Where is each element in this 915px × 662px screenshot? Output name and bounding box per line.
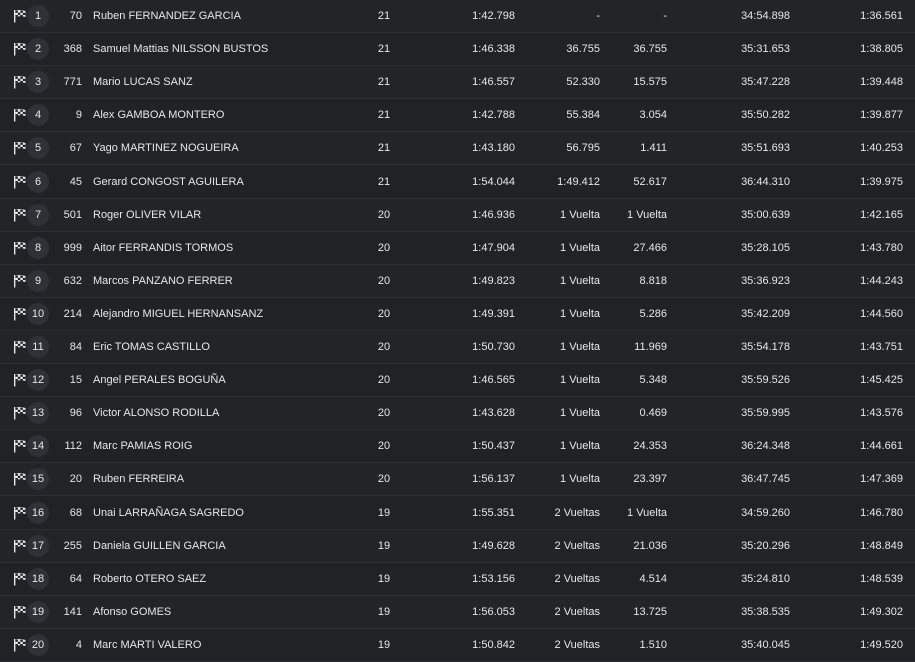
- best-lap: 1:49.391: [472, 307, 515, 320]
- bib-number: 20: [69, 473, 82, 486]
- laps-count: 20: [377, 241, 391, 254]
- position-badge: 7: [27, 204, 49, 226]
- bib-number: 999: [63, 241, 82, 254]
- rider-name[interactable]: Yago MARTINEZ NOGUEIRA: [93, 142, 239, 155]
- rider-name[interactable]: Eric TOMAS CASTILLO: [93, 341, 210, 354]
- position-badge: 12: [27, 369, 49, 391]
- rider-name[interactable]: Ruben FERNANDEZ GARCIA: [93, 10, 241, 23]
- gap-to-first: 36.755: [566, 43, 600, 56]
- position-badge: 20: [27, 634, 49, 656]
- gap-to-previous: 15.575: [633, 76, 667, 89]
- rider-name[interactable]: Marcos PANZANO FERRER: [93, 274, 233, 287]
- checkered-flag-icon: [12, 563, 28, 595]
- total-time: 35:59.526: [741, 374, 790, 387]
- best-lap: 1:47.904: [472, 241, 515, 254]
- table-row[interactable]: [0, 331, 915, 364]
- table-row[interactable]: [0, 364, 915, 397]
- total-time: 34:54.898: [741, 10, 790, 23]
- rider-name[interactable]: Daniela GUILLEN GARCIA: [93, 539, 226, 552]
- gap-to-first: 2 Vueltas: [554, 605, 600, 618]
- gap-to-previous: 24.353: [633, 440, 667, 453]
- gap-to-first: 2 Vueltas: [554, 506, 600, 519]
- table-row[interactable]: [0, 232, 915, 265]
- rider-name[interactable]: Aitor FERRANDIS TORMOS: [93, 241, 234, 254]
- best-lap: 1:53.156: [472, 572, 515, 585]
- total-time: 35:42.209: [741, 307, 790, 320]
- gap-to-previous: 27.466: [633, 241, 667, 254]
- position-badge: 1: [27, 5, 49, 27]
- position-badge: 17: [27, 535, 49, 557]
- gap-to-first: 1 Vuelta: [560, 241, 600, 254]
- table-row[interactable]: [0, 132, 915, 165]
- checkered-flag-icon: [12, 265, 28, 297]
- table-row[interactable]: [0, 397, 915, 430]
- bib-number: 368: [63, 43, 82, 56]
- average-lap: 1:39.877: [860, 109, 903, 122]
- rider-name[interactable]: Roberto OTERO SAEZ: [93, 572, 207, 585]
- checkered-flag-icon: [12, 430, 28, 462]
- bib-number: 255: [63, 539, 82, 552]
- position-badge: 3: [27, 71, 49, 93]
- checkered-flag-icon: [12, 298, 28, 330]
- best-lap: 1:49.628: [472, 539, 515, 552]
- best-lap: 1:46.338: [472, 43, 515, 56]
- position-badge: 16: [27, 502, 49, 524]
- gap-to-previous: 1 Vuelta: [627, 506, 667, 519]
- total-time: 35:51.693: [741, 142, 790, 155]
- rider-name[interactable]: Unai LARRAÑAGA SAGREDO: [93, 506, 244, 519]
- position-badge: 5: [27, 137, 49, 159]
- checkered-flag-icon: [12, 364, 28, 396]
- table-row[interactable]: [0, 497, 915, 530]
- gap-to-first: 1 Vuelta: [560, 307, 600, 320]
- bib-number: 70: [69, 10, 82, 23]
- laps-count: 21: [377, 109, 391, 122]
- gap-to-previous: 52.617: [633, 175, 667, 188]
- laps-count: 20: [377, 274, 391, 287]
- rider-name[interactable]: Angel PERALES BOGUÑA: [93, 374, 226, 387]
- checkered-flag-icon: [12, 530, 28, 562]
- gap-to-previous: 3.054: [639, 109, 667, 122]
- total-time: 35:24.810: [741, 572, 790, 585]
- position-badge: 14: [27, 435, 49, 457]
- table-row[interactable]: [0, 166, 915, 199]
- gap-to-first: 1 Vuelta: [560, 274, 600, 287]
- laps-count: 20: [377, 208, 391, 221]
- best-lap: 1:42.788: [472, 109, 515, 122]
- bib-number: 96: [69, 407, 82, 420]
- best-lap: 1:49.823: [472, 274, 515, 287]
- bib-number: 112: [64, 440, 82, 453]
- checkered-flag-icon: [12, 463, 28, 495]
- total-time: 35:54.178: [741, 341, 790, 354]
- rider-name[interactable]: Alex GAMBOA MONTERO: [93, 109, 225, 122]
- bib-number: 501: [63, 208, 82, 221]
- laps-count: 21: [377, 175, 391, 188]
- average-lap: 1:36.561: [860, 10, 903, 23]
- laps-count: 20: [377, 374, 391, 387]
- best-lap: 1:50.842: [472, 638, 515, 651]
- position-badge: 18: [27, 568, 49, 590]
- total-time: 35:47.228: [741, 76, 790, 89]
- table-row[interactable]: [0, 563, 915, 596]
- rider-name[interactable]: Mario LUCAS SANZ: [93, 76, 193, 89]
- rider-name[interactable]: Marc MARTI VALERO: [93, 638, 202, 651]
- checkered-flag-icon: [12, 132, 28, 164]
- gap-to-first: 1:49.412: [557, 175, 600, 188]
- table-row[interactable]: [0, 298, 915, 331]
- position-badge: 4: [27, 104, 49, 126]
- bib-number: 214: [63, 307, 82, 320]
- total-time: 34:59.260: [741, 506, 790, 519]
- average-lap: 1:44.560: [860, 307, 903, 320]
- table-row[interactable]: [0, 530, 915, 563]
- rider-name[interactable]: Afonso GOMES: [93, 605, 172, 618]
- best-lap: 1:42.798: [472, 10, 515, 23]
- total-time: 35:36.923: [741, 274, 790, 287]
- rider-name[interactable]: Marc PAMIAS ROIG: [93, 440, 193, 453]
- laps-count: 19: [377, 539, 391, 552]
- average-lap: 1:44.243: [860, 274, 903, 287]
- bib-number: 67: [69, 142, 82, 155]
- best-lap: 1:50.730: [472, 341, 515, 354]
- average-lap: 1:49.520: [860, 638, 903, 651]
- checkered-flag-icon: [12, 33, 28, 65]
- best-lap: 1:55.351: [472, 506, 515, 519]
- rider-name[interactable]: Victor ALONSO RODILLA: [93, 407, 220, 420]
- rider-name[interactable]: Roger OLIVER VILAR: [93, 208, 202, 221]
- best-lap: 1:46.557: [472, 76, 515, 89]
- checkered-flag-icon: [12, 66, 28, 98]
- table-row[interactable]: [0, 629, 915, 662]
- gap-to-previous: 1 Vuelta: [627, 208, 667, 221]
- best-lap: 1:43.628: [472, 407, 515, 420]
- average-lap: 1:47.369: [860, 473, 903, 486]
- average-lap: 1:39.448: [860, 76, 903, 89]
- gap-to-first: 52.330: [566, 76, 600, 89]
- table-row[interactable]: [0, 0, 915, 33]
- rider-name[interactable]: Ruben FERREIRA: [93, 473, 185, 486]
- total-time: 35:28.105: [741, 241, 790, 254]
- average-lap: 1:42.165: [860, 208, 903, 221]
- bib-number: 632: [63, 274, 82, 287]
- checkered-flag-icon: [12, 331, 28, 363]
- position-badge: 15: [27, 468, 49, 490]
- gap-to-previous: 5.348: [639, 374, 667, 387]
- table-row[interactable]: [0, 596, 915, 629]
- gap-to-previous: -: [663, 10, 667, 23]
- total-time: 35:59.995: [741, 407, 790, 420]
- bib-number: 45: [69, 175, 82, 188]
- gap-to-previous: 1.510: [639, 638, 667, 651]
- position-badge: 13: [27, 402, 49, 424]
- checkered-flag-icon: [12, 0, 28, 32]
- average-lap: 1:43.780: [860, 241, 903, 254]
- average-lap: 1:40.253: [860, 142, 903, 155]
- checkered-flag-icon: [12, 99, 28, 131]
- laps-count: 20: [377, 307, 391, 320]
- total-time: 36:44.310: [741, 175, 790, 188]
- gap-to-first: 1 Vuelta: [560, 374, 600, 387]
- gap-to-first: 1 Vuelta: [560, 208, 600, 221]
- laps-count: 19: [377, 638, 391, 651]
- average-lap: 1:44.661: [860, 440, 903, 453]
- average-lap: 1:43.576: [860, 407, 903, 420]
- checkered-flag-icon: [12, 397, 28, 429]
- laps-count: 21: [377, 76, 391, 89]
- checkered-flag-icon: [12, 232, 28, 264]
- position-badge: 19: [27, 601, 49, 623]
- position-badge: 2: [27, 38, 49, 60]
- laps-count: 20: [377, 407, 391, 420]
- gap-to-previous: 13.725: [633, 605, 667, 618]
- gap-to-previous: 8.818: [639, 274, 667, 287]
- best-lap: 1:46.565: [472, 374, 515, 387]
- table-row[interactable]: [0, 199, 915, 232]
- average-lap: 1:49.302: [860, 605, 903, 618]
- laps-count: 21: [377, 10, 391, 23]
- gap-to-previous: 1.411: [640, 142, 667, 155]
- average-lap: 1:46.780: [860, 506, 903, 519]
- gap-to-first: 56.795: [566, 142, 600, 155]
- gap-to-first: 55.384: [566, 109, 600, 122]
- bib-number: 68: [69, 506, 82, 519]
- bib-number: 9: [75, 109, 82, 122]
- best-lap: 1:56.137: [472, 473, 515, 486]
- bib-number: 84: [69, 341, 82, 354]
- gap-to-first: -: [596, 10, 600, 23]
- average-lap: 1:38.805: [860, 43, 903, 56]
- gap-to-previous: 0.469: [639, 407, 667, 420]
- checkered-flag-icon: [12, 497, 28, 529]
- bib-number: 64: [69, 572, 82, 585]
- laps-count: 19: [377, 506, 391, 519]
- gap-to-first: 2 Vueltas: [554, 572, 600, 585]
- gap-to-first: 2 Vueltas: [554, 539, 600, 552]
- bib-number: 4: [75, 638, 82, 651]
- laps-count: 19: [377, 605, 391, 618]
- best-lap: 1:56.053: [472, 605, 515, 618]
- best-lap: 1:54.044: [472, 175, 515, 188]
- position-badge: 8: [27, 237, 49, 259]
- table-row[interactable]: [0, 430, 915, 463]
- best-lap: 1:50.437: [472, 440, 515, 453]
- total-time: 35:50.282: [741, 109, 790, 122]
- checkered-flag-icon: [12, 596, 28, 628]
- laps-count: 21: [377, 43, 391, 56]
- average-lap: 1:48.539: [860, 572, 903, 585]
- bib-number: 15: [69, 374, 82, 387]
- table-row[interactable]: [0, 66, 915, 99]
- rider-name[interactable]: Gerard CONGOST AGUILERA: [93, 175, 244, 188]
- total-time: 35:31.653: [741, 43, 790, 56]
- total-time: 35:38.535: [741, 605, 790, 618]
- laps-count: 20: [377, 440, 391, 453]
- bib-number: 771: [63, 76, 82, 89]
- gap-to-previous: 11.969: [634, 341, 667, 354]
- gap-to-first: 1 Vuelta: [560, 473, 600, 486]
- table-row[interactable]: [0, 265, 915, 298]
- average-lap: 1:48.849: [860, 539, 903, 552]
- best-lap: 1:43.180: [472, 142, 515, 155]
- gap-to-previous: 4.514: [639, 572, 667, 585]
- laps-count: 20: [377, 341, 391, 354]
- gap-to-first: 2 Vueltas: [554, 638, 600, 651]
- gap-to-previous: 21.036: [633, 539, 667, 552]
- checkered-flag-icon: [12, 629, 28, 661]
- total-time: 35:20.296: [741, 539, 790, 552]
- table-row[interactable]: [0, 463, 915, 496]
- laps-count: 19: [377, 572, 391, 585]
- gap-to-first: 1 Vuelta: [560, 440, 600, 453]
- gap-to-first: 1 Vuelta: [560, 407, 600, 420]
- position-badge: 9: [27, 270, 49, 292]
- average-lap: 1:43.751: [860, 341, 903, 354]
- total-time: 36:24.348: [741, 440, 790, 453]
- gap-to-previous: 36.755: [633, 43, 667, 56]
- checkered-flag-icon: [12, 199, 28, 231]
- total-time: 35:00.639: [741, 208, 790, 221]
- rider-name[interactable]: Alejandro MIGUEL HERNANSANZ: [93, 307, 264, 320]
- rider-name[interactable]: Samuel Mattias NILSSON BUSTOS: [93, 43, 269, 56]
- bib-number: 141: [63, 605, 82, 618]
- average-lap: 1:45.425: [860, 374, 903, 387]
- gap-to-previous: 23.397: [633, 473, 667, 486]
- average-lap: 1:39.975: [860, 175, 903, 188]
- laps-count: 20: [377, 473, 391, 486]
- checkered-flag-icon: [12, 166, 28, 198]
- laps-count: 21: [377, 142, 391, 155]
- table-row[interactable]: [0, 33, 915, 66]
- best-lap: 1:46.936: [472, 208, 515, 221]
- position-badge: 10: [27, 303, 49, 325]
- position-badge: 11: [27, 336, 49, 358]
- table-row[interactable]: [0, 99, 915, 132]
- total-time: 36:47.745: [741, 473, 790, 486]
- total-time: 35:40.045: [741, 638, 790, 651]
- position-badge: 6: [27, 171, 49, 193]
- gap-to-previous: 5.286: [639, 307, 667, 320]
- gap-to-first: 1 Vuelta: [560, 341, 600, 354]
